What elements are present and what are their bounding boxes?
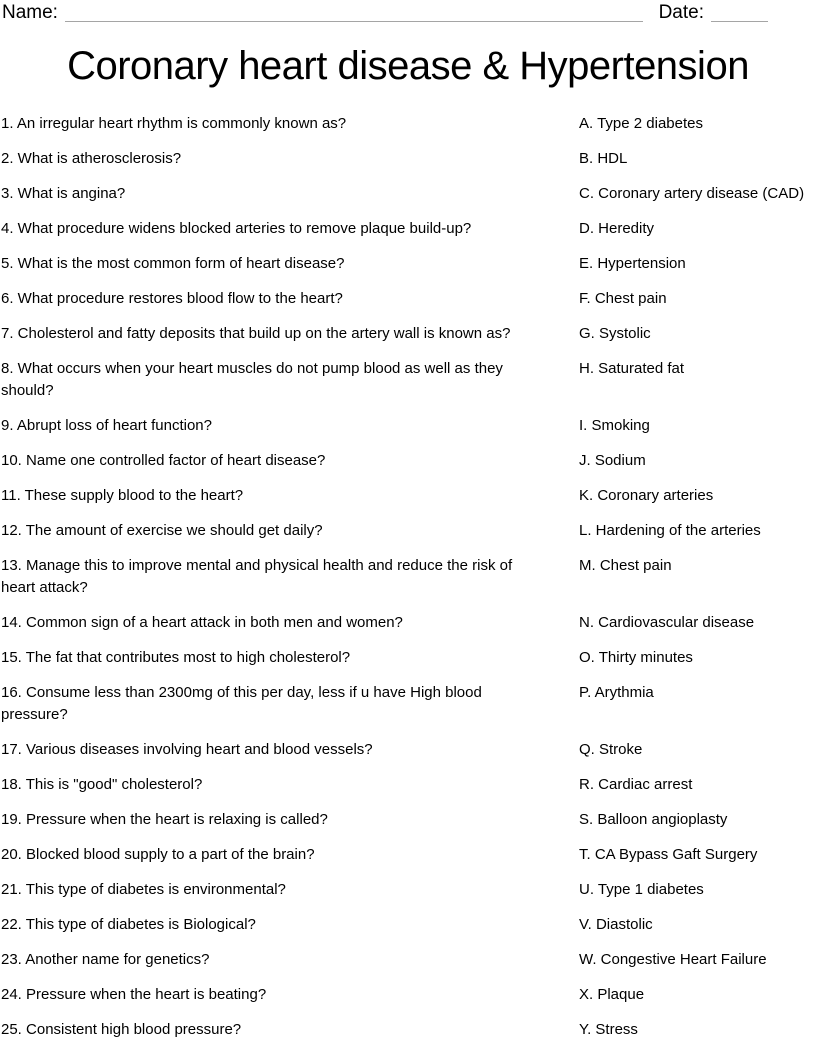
- table-row: [1, 148, 816, 170]
- question-text: 12. The amount of exercise we should get daily?: [1, 522, 323, 539]
- question-text: 2. What is atherosclerosis?: [1, 150, 182, 167]
- answer-text: R. Cardiac arrest: [579, 776, 693, 793]
- question-text: 10. Name one controlled factor of heart disease?: [1, 452, 326, 469]
- answer-text: U. Type 1 diabetes: [579, 881, 704, 898]
- table-row: [1, 809, 816, 831]
- question-text: 8. What occurs when your heart muscles do not pump blood as well as they should?: [1, 360, 503, 399]
- table-row: [1, 113, 816, 135]
- question-text: 25. Consistent high blood pressure?: [1, 1021, 242, 1038]
- question-text: 21. This type of diabetes is environmental?: [1, 881, 286, 898]
- question-text: 9. Abrupt loss of heart function?: [1, 417, 212, 434]
- answer-text: D. Heredity: [579, 220, 655, 237]
- answer-text: F. Chest pain: [579, 290, 667, 307]
- table-row: [1, 415, 816, 437]
- table-row: [1, 879, 816, 901]
- question-text: 20. Blocked blood supply to a part of the brain?: [1, 846, 315, 863]
- question-text: 14. Common sign of a heart attack in both men and women?: [1, 614, 403, 631]
- answer-text: O. Thirty minutes: [579, 649, 693, 666]
- question-text: 6. What procedure restores blood flow to the heart?: [1, 290, 343, 307]
- answer-text: C. Coronary artery disease (CAD): [579, 185, 805, 202]
- question-text: 1. An irregular heart rhythm is commonly known as?: [1, 115, 347, 132]
- answer-text: L. Hardening of the arteries: [579, 522, 761, 539]
- table-row: [1, 555, 816, 599]
- date-label: Date:: [658, 2, 704, 23]
- table-row: [1, 984, 816, 1006]
- answer-text: T. CA Bypass Gaft Surgery: [579, 846, 758, 863]
- question-text: 4. What procedure widens blocked arteries to remove plaque build-up?: [1, 220, 472, 237]
- table-row: [1, 612, 816, 634]
- answer-text: A. Type 2 diabetes: [579, 115, 703, 132]
- table-row: [1, 253, 816, 275]
- question-text: 7. Cholesterol and fatty deposits that build up on the artery wall is known as?: [1, 325, 511, 342]
- question-text: 13. Manage this to improve mental and physical health and reduce the risk of heart attack?: [1, 557, 513, 596]
- answer-text: K. Coronary arteries: [579, 487, 714, 504]
- table-row: [1, 218, 816, 240]
- answer-text: M. Chest pain: [579, 557, 672, 574]
- table-row: [1, 682, 816, 726]
- answer-text: N. Cardiovascular disease: [579, 614, 755, 631]
- name-fill-line: [65, 6, 643, 22]
- answer-text: P. Arythmia: [579, 684, 654, 701]
- table-row: [1, 1019, 816, 1041]
- answer-text: S. Balloon angioplasty: [579, 811, 728, 828]
- page-title: Coronary heart disease & Hypertension: [67, 44, 749, 88]
- answer-text: B. HDL: [579, 150, 628, 167]
- question-text: 24. Pressure when the heart is beating?: [1, 986, 267, 1003]
- question-text: 22. This type of diabetes is Biological?: [1, 916, 256, 933]
- question-text: 5. What is the most common form of heart disease?: [1, 255, 345, 272]
- answer-text: H. Saturated fat: [579, 360, 685, 377]
- name-label: Name:: [2, 2, 58, 23]
- question-text: 11. These supply blood to the heart?: [1, 487, 244, 504]
- table-row: [1, 647, 816, 669]
- table-row: [1, 774, 816, 796]
- answer-text: Q. Stroke: [579, 741, 643, 758]
- question-text: 18. This is "good" cholesterol?: [1, 776, 203, 793]
- table-row: [1, 450, 816, 472]
- table-row: [1, 323, 816, 345]
- question-text: 3. What is angina?: [1, 185, 126, 202]
- question-text: 17. Various diseases involving heart and blood vessels?: [1, 741, 373, 758]
- table-row: [1, 183, 816, 205]
- table-row: [1, 739, 816, 761]
- answer-text: I. Smoking: [579, 417, 650, 434]
- answer-text: E. Hypertension: [579, 255, 686, 272]
- date-fill-line: [711, 6, 768, 22]
- answer-text: W. Congestive Heart Failure: [579, 951, 767, 968]
- answer-text: Y. Stress: [579, 1021, 638, 1038]
- name-date-header: [2, 2, 816, 23]
- question-text: 23. Another name for genetics?: [1, 951, 210, 968]
- answer-text: G. Systolic: [579, 325, 651, 342]
- table-row: [1, 520, 816, 542]
- table-row: [1, 358, 816, 402]
- question-text: 15. The fat that contributes most to high cholesterol?: [1, 649, 351, 666]
- table-row: [1, 288, 816, 310]
- table-row: [1, 914, 816, 936]
- matching-rows: [1, 113, 816, 1041]
- table-row: [1, 949, 816, 971]
- question-text: 19. Pressure when the heart is relaxing is called?: [1, 811, 328, 828]
- answer-text: X. Plaque: [579, 986, 645, 1003]
- question-text: 16. Consume less than 2300mg of this per day, less if u have High blood pressure?: [1, 684, 482, 723]
- answer-text: V. Diastolic: [579, 916, 653, 933]
- table-row: [1, 844, 816, 866]
- table-row: [1, 485, 816, 507]
- answer-text: J. Sodium: [579, 452, 646, 469]
